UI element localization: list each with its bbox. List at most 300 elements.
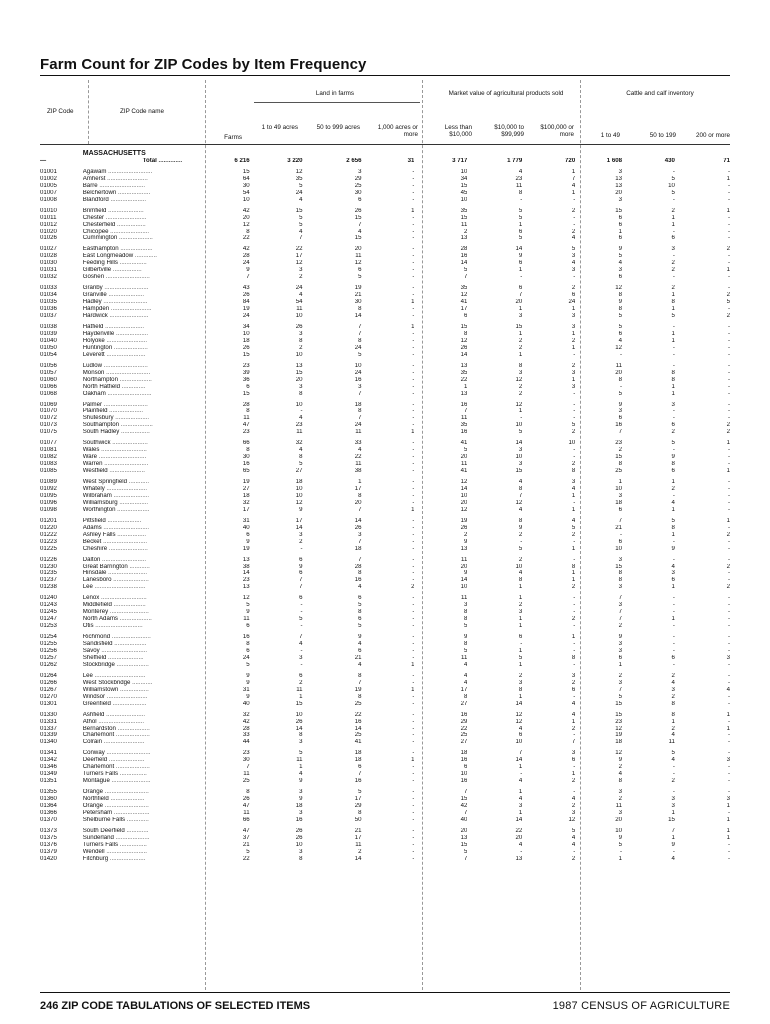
zip-name-cell xyxy=(83,719,211,726)
value-cell: 31 xyxy=(242,686,250,693)
zip-cell: — xyxy=(40,157,47,164)
value-cell: - xyxy=(727,376,730,383)
zip-name-text: North Hatfield xyxy=(82,383,120,390)
value-cell: 7 xyxy=(246,764,250,771)
table-row xyxy=(40,757,730,764)
value-cell: - xyxy=(672,323,675,330)
value-cell: - xyxy=(573,499,576,506)
value-cell: 14 xyxy=(295,524,303,531)
table-row xyxy=(40,429,730,436)
value-cell: 1 xyxy=(618,479,623,486)
zip-name-cell xyxy=(83,313,211,320)
value-cell: 2 xyxy=(726,246,730,253)
zip-name-cell xyxy=(83,235,211,242)
value-cell xyxy=(211,150,250,158)
value-cell: 4 xyxy=(358,661,362,668)
value-cell: 9 xyxy=(618,834,623,841)
value-cell: - xyxy=(412,602,415,609)
value-cell: 2 xyxy=(571,778,576,785)
value-cell: 11 xyxy=(461,595,468,602)
zip-cell: 01238 xyxy=(40,584,57,591)
value-cell: - xyxy=(412,189,415,196)
value-cell: 8 xyxy=(671,461,675,468)
leader-dots: ............ xyxy=(130,679,153,686)
zip-name-cell xyxy=(83,623,211,630)
value-cell: 2 xyxy=(571,337,576,344)
value-cell: - xyxy=(727,461,730,468)
value-cell xyxy=(303,150,362,158)
value-cell: 3 xyxy=(299,654,303,661)
value-cell: 5 xyxy=(671,313,675,320)
value-cell: 1 xyxy=(726,725,730,732)
value-cell: - xyxy=(520,538,523,545)
header-market-2: $10,000 to $99,999 xyxy=(494,124,524,138)
value-cell: 26 xyxy=(460,344,468,351)
value-cell: 2 xyxy=(518,672,523,679)
value-cell: - xyxy=(727,841,730,848)
value-cell: 16 xyxy=(295,816,303,823)
total-label: Total xyxy=(142,157,157,164)
value-cell: 2 xyxy=(618,796,623,803)
value-cell: 2 xyxy=(618,764,623,771)
value-cell: 15 xyxy=(615,700,623,707)
zip-cell: 01237 xyxy=(40,577,57,584)
zip-cell: 01340 xyxy=(40,739,57,746)
zip-name-text: Monterey xyxy=(82,609,109,616)
zip-name-text: Granville xyxy=(82,292,107,299)
value-cell: - xyxy=(672,609,675,616)
value-cell: 23 xyxy=(515,175,523,182)
value-cell: 2 xyxy=(671,485,675,492)
value-cell: 4 xyxy=(358,641,362,648)
value-cell: 39 xyxy=(242,369,250,376)
value-cell: - xyxy=(727,274,730,281)
value-cell: 5 xyxy=(671,189,675,196)
zip-name-text: Northfield xyxy=(82,796,109,803)
zip-name-text: Great Barrington xyxy=(82,563,128,570)
zip-name-text: Orange xyxy=(82,789,104,796)
table-row xyxy=(40,222,730,229)
value-cell: 3 xyxy=(299,810,303,817)
value-cell: 8 xyxy=(671,711,675,718)
table-row xyxy=(40,454,730,461)
value-cell: 3 xyxy=(518,313,523,320)
value-cell: 4 xyxy=(618,260,623,267)
zip-name-text: Lee xyxy=(82,584,93,591)
value-cell: 10 xyxy=(615,545,623,552)
zip-name-cell xyxy=(83,324,211,331)
value-cell: - xyxy=(573,641,576,648)
zip-name-cell xyxy=(83,422,211,429)
zip-cell: 01072 xyxy=(40,415,57,422)
leader-dots: ................... xyxy=(115,506,150,513)
zip-cell: 01027 xyxy=(40,246,57,253)
value-cell: 5 xyxy=(518,207,523,214)
value-cell: 3 xyxy=(518,461,523,468)
value-cell: 9 xyxy=(299,778,303,785)
value-cell: 2 xyxy=(671,725,675,732)
value-cell: 2 xyxy=(518,531,523,538)
value-cell: 14 xyxy=(515,246,523,253)
value-cell: - xyxy=(727,228,730,235)
zip-name-text: North Adams xyxy=(82,616,118,623)
value-cell: 9 xyxy=(671,545,675,552)
value-cell: 1 xyxy=(411,429,415,436)
value-cell: - xyxy=(727,810,730,817)
value-cell: 8 xyxy=(246,408,250,415)
zip-name-text: Charlemont xyxy=(82,764,115,771)
leader-dots: ........................... xyxy=(99,648,148,654)
value-cell: 10 xyxy=(568,440,576,447)
value-cell: 11 xyxy=(355,253,362,260)
zip-name-text: Cummington xyxy=(82,235,118,242)
value-cell: 8 xyxy=(571,654,576,661)
leader-dots: ....................... xyxy=(110,634,151,641)
value-cell: 5 xyxy=(618,841,623,848)
value-cell: 11 xyxy=(296,686,303,693)
value-cell: - xyxy=(727,506,730,513)
value-cell: 24 xyxy=(242,654,250,661)
leader-dots: ........................... xyxy=(101,524,150,531)
value-cell: 14 xyxy=(295,725,303,732)
zip-name-text: Turners Falls xyxy=(82,771,119,778)
leader-dots: ........................ xyxy=(104,337,148,344)
value-cell: 7 xyxy=(671,827,675,834)
value-cell: - xyxy=(412,196,415,203)
value-cell: 10 xyxy=(295,841,303,848)
value-cell: 4 xyxy=(671,757,675,764)
value-cell: - xyxy=(412,700,415,707)
value-cell: - xyxy=(727,556,730,563)
value-cell: 15 xyxy=(242,351,250,358)
value-cell: - xyxy=(573,274,576,281)
value-cell: 21 xyxy=(354,292,362,299)
zip-cell: 01002 xyxy=(40,175,57,182)
value-cell: - xyxy=(573,602,576,609)
value-cell: - xyxy=(412,517,415,524)
value-cell: 27 xyxy=(295,468,303,475)
value-cell: 12 xyxy=(354,260,362,267)
zip-name-cell xyxy=(83,190,211,197)
value-cell: 5 xyxy=(299,214,303,221)
value-cell: 22 xyxy=(515,827,523,834)
value-cell: 9 xyxy=(358,634,362,641)
zip-name-cell xyxy=(83,595,211,602)
zip-name-text: Colrain xyxy=(82,739,103,746)
value-cell: 4 xyxy=(299,196,303,203)
value-cell: 9 xyxy=(671,841,675,848)
zip-name-cell xyxy=(83,447,211,454)
zip-name-text: Warren xyxy=(82,461,103,468)
value-cell: - xyxy=(412,168,415,175)
table-row xyxy=(40,849,730,856)
zip-name-text: Belchertown xyxy=(82,189,117,196)
value-cell: 5 xyxy=(299,221,303,228)
value-cell: 41 xyxy=(460,440,468,447)
value-cell: 3 xyxy=(671,686,675,693)
zip-cell: 01082 xyxy=(40,454,57,461)
value-cell: 1 xyxy=(618,228,623,235)
value-cell: 12 xyxy=(295,499,303,506)
value-cell: - xyxy=(672,764,675,771)
table-row xyxy=(40,324,730,331)
header-land-3: 1,000 acres or more xyxy=(377,124,418,138)
value-cell: 20 xyxy=(460,499,468,506)
value-cell: 2 xyxy=(726,563,730,570)
value-cell: - xyxy=(412,827,415,834)
value-cell: 12 xyxy=(460,506,468,513)
table-row xyxy=(40,655,730,662)
value-cell: 4 xyxy=(358,228,362,235)
value-cell: 1 xyxy=(518,661,523,668)
value-cell: 30 xyxy=(242,182,250,189)
zip-name-text: Northampton xyxy=(82,376,118,383)
value-cell: 4 xyxy=(518,168,523,175)
value-cell: 18 xyxy=(354,401,362,408)
value-cell: 17 xyxy=(295,253,303,260)
value-cell: 6 xyxy=(299,672,303,679)
zip-name-cell xyxy=(83,468,211,475)
table-row xyxy=(40,197,730,204)
value-cell: 6 xyxy=(618,654,623,661)
zip-name-text: Bernardston xyxy=(82,725,116,732)
value-cell: 31 xyxy=(242,517,250,524)
value-cell: 15 xyxy=(295,207,303,214)
value-cell: 6 xyxy=(671,422,675,429)
value-cell: 26 xyxy=(295,834,303,841)
zip-name-text: Oakham xyxy=(82,390,106,397)
value-cell: 8 xyxy=(518,362,523,369)
value-cell: 5 xyxy=(246,848,250,855)
value-cell: - xyxy=(727,168,730,175)
bottom-rule xyxy=(40,992,730,993)
value-cell: 1 xyxy=(571,506,576,513)
zip-cell: 01339 xyxy=(40,732,57,739)
zip-cell: 01355 xyxy=(40,789,57,796)
zip-name-text: Deerfield xyxy=(82,757,108,764)
zip-name-cell xyxy=(83,525,211,532)
leader-dots: .......................... xyxy=(102,401,148,408)
table-row xyxy=(40,577,730,584)
value-cell: - xyxy=(412,235,415,242)
value-cell: - xyxy=(412,531,415,538)
value-cell: 1 xyxy=(411,299,415,306)
value-cell: - xyxy=(300,408,303,415)
zip-name-cell xyxy=(83,384,211,391)
zip-name-text: Richmond xyxy=(82,634,111,641)
value-cell: 4 xyxy=(618,771,623,778)
value-cell: 64 xyxy=(242,175,250,182)
value-cell: 11 xyxy=(668,739,675,746)
zip-cell: 01031 xyxy=(40,267,57,274)
value-cell: 17 xyxy=(354,796,362,803)
value-cell: - xyxy=(520,641,523,648)
value-cell: 2 xyxy=(671,260,675,267)
value-cell: 2 xyxy=(726,429,730,436)
zip-name-text: Chester xyxy=(82,214,105,221)
zip-name-text: Ware xyxy=(82,454,98,461)
value-cell: - xyxy=(727,771,730,778)
value-cell: - xyxy=(412,616,415,623)
value-cell: 1 xyxy=(571,344,576,351)
leader-dots: ..................... xyxy=(110,440,148,447)
table-row xyxy=(40,817,730,824)
value-cell: - xyxy=(672,362,675,369)
value-cell: 7 xyxy=(618,595,623,602)
value-cell: - xyxy=(727,415,730,422)
table-row xyxy=(40,352,730,359)
leader-dots: ................... xyxy=(111,602,146,609)
leader-dots: .................... xyxy=(113,415,150,422)
zip-name-cell xyxy=(83,415,211,422)
value-cell: 5 xyxy=(358,602,362,609)
value-cell: 16 xyxy=(460,757,468,764)
value-cell: 40 xyxy=(242,700,250,707)
value-cell: - xyxy=(573,595,576,602)
table-row xyxy=(40,835,730,842)
value-cell: 16 xyxy=(354,718,362,725)
value-cell: 12 xyxy=(515,376,523,383)
value-cell: 3 xyxy=(618,196,623,203)
value-cell: - xyxy=(727,306,730,313)
value-cell: 3 xyxy=(571,323,576,330)
value-cell: 1 xyxy=(726,440,730,447)
value-cell: 15 xyxy=(295,369,303,376)
value-cell: 35 xyxy=(460,422,468,429)
value-cell: 1 xyxy=(518,408,523,415)
value-cell: 28 xyxy=(242,401,250,408)
value-cell: 5 xyxy=(518,235,523,242)
zip-cell: 01096 xyxy=(40,499,57,506)
value-cell: 15 xyxy=(295,700,303,707)
value-cell: 8 xyxy=(299,337,303,344)
value-cell: 8 xyxy=(671,299,675,306)
zip-name-text: Whately xyxy=(82,485,105,492)
value-cell: 20 xyxy=(460,827,468,834)
value-cell: - xyxy=(672,538,675,545)
value-cell: 1 xyxy=(671,337,675,344)
value-cell: - xyxy=(727,330,730,337)
zip-cell: 01037 xyxy=(40,313,57,320)
table-row xyxy=(40,525,730,532)
value-cell: 22 xyxy=(460,725,468,732)
leader-dots: .................... xyxy=(107,408,144,415)
value-cell: 41 xyxy=(460,468,468,475)
table-row xyxy=(40,461,730,468)
value-cell: 1 xyxy=(726,711,730,718)
value-cell: 15 xyxy=(515,468,523,475)
value-cell: - xyxy=(573,661,576,668)
zip-name-text: Charlemont xyxy=(82,732,115,739)
zip-name-cell xyxy=(83,828,211,835)
zip-name-text: Hatfield xyxy=(82,323,104,330)
leader-dots: .............. xyxy=(120,383,146,390)
value-cell: - xyxy=(573,848,576,855)
state-row xyxy=(40,150,730,158)
value-cell: - xyxy=(412,634,415,641)
value-cell: - xyxy=(672,344,675,351)
value-cell: 32 xyxy=(295,440,303,447)
value-cell: 7 xyxy=(358,506,362,513)
value-cell: 23 xyxy=(615,440,623,447)
zip-name-cell xyxy=(83,732,211,739)
value-cell: 42 xyxy=(460,803,468,810)
value-cell: 30 xyxy=(242,454,250,461)
value-cell: 4 xyxy=(671,732,675,739)
value-cell: 9 xyxy=(463,570,468,577)
value-cell: - xyxy=(573,732,576,739)
value-cell: 26 xyxy=(354,524,362,531)
header-cattle-2: 50 to 199 xyxy=(649,132,676,139)
zip-name-cell xyxy=(83,158,211,165)
value-cell: - xyxy=(412,369,415,376)
value-cell: 5 xyxy=(518,654,523,661)
value-cell: 3 xyxy=(571,267,576,274)
header-bottom-rule xyxy=(40,144,730,145)
value-cell: - xyxy=(672,253,675,260)
value-cell: 6 xyxy=(618,214,623,221)
value-cell: 47 xyxy=(242,827,250,834)
value-cell: 28 xyxy=(242,725,250,732)
value-cell: 7 xyxy=(618,609,623,616)
leader-dots: ..................... xyxy=(111,577,149,584)
value-cell: 3 xyxy=(671,570,675,577)
zip-cell: 01240 xyxy=(40,595,57,602)
value-cell: 4 xyxy=(518,479,523,486)
table-row xyxy=(40,789,730,796)
value-cell: - xyxy=(412,609,415,616)
value-cell: 6 xyxy=(246,648,250,654)
value-cell xyxy=(575,150,622,158)
value-cell: - xyxy=(412,648,415,654)
value-cell: 5 xyxy=(358,789,362,796)
table-row xyxy=(40,616,730,623)
value-cell: 20 xyxy=(354,246,362,253)
value-cell: 2 xyxy=(571,679,576,686)
value-cell: 14 xyxy=(354,725,362,732)
zip-name-cell xyxy=(83,655,211,662)
table-row xyxy=(40,345,730,352)
value-cell: 1 xyxy=(518,623,523,630)
value-cell: 2 xyxy=(618,672,623,679)
value-cell: 1 xyxy=(299,693,303,700)
value-cell: 23 xyxy=(242,429,250,436)
value-cell: - xyxy=(727,609,730,616)
value-cell: 18 xyxy=(354,545,362,552)
value-cell: 8 xyxy=(246,641,250,648)
value-cell: - xyxy=(620,383,623,390)
value-cell xyxy=(250,150,303,158)
value-cell: - xyxy=(573,401,576,408)
zip-cell: 01225 xyxy=(40,545,57,552)
zip-name-text: Wilbraham xyxy=(82,492,112,499)
value-cell: 26 xyxy=(295,718,303,725)
zip-name-text: Middlefield xyxy=(82,602,112,609)
value-cell: 1 xyxy=(671,531,675,538)
value-cell xyxy=(467,150,522,158)
value-cell: 1 xyxy=(671,584,675,591)
value-cell: 8 xyxy=(358,306,362,313)
value-cell: 11 xyxy=(615,362,623,369)
value-cell: - xyxy=(412,274,415,281)
value-cell: 11 xyxy=(296,429,303,436)
value-cell: 5 xyxy=(299,182,303,189)
value-cell: - xyxy=(412,778,415,785)
leader-dots: .......................... xyxy=(102,362,148,369)
value-cell: 6 xyxy=(671,468,675,475)
value-cell: 3 xyxy=(571,383,576,390)
value-cell: - xyxy=(672,771,675,778)
